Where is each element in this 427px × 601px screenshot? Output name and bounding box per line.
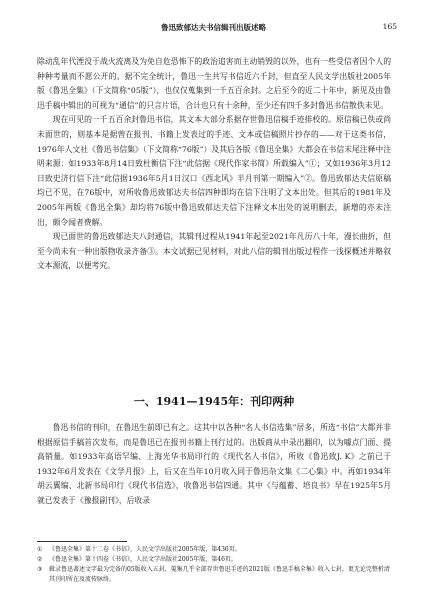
footnote — [37, 545, 391, 555]
section-body — [37, 421, 391, 509]
footnote-number: ① — [37, 546, 43, 553]
footnotes — [37, 545, 391, 585]
page-number: 165 — [382, 22, 397, 31]
section-heading: 一、1941—1945年：刊印两种 — [133, 395, 295, 408]
footnote-text: 《鲁迅全集》第十四卷《书信》，人民文学出版社2005年版，第46页。 — [49, 556, 237, 563]
body-text — [37, 55, 391, 274]
footnote-number: ③ — [37, 566, 43, 573]
page-header — [30, 22, 397, 36]
footnote-text: 辑录鲁迅著述文字最为完备的05版收入五封，蒐集几乎全部存世鲁迅手迹的2021版《鲁迅手稿全集》收入七封，更无论完整析清其刊印所在及流传脉络。 — [49, 566, 390, 583]
running-title: 鲁迅致郁达夫书信辑刊出版述略 — [161, 23, 266, 32]
footnote — [37, 555, 391, 565]
paragraph: 现在可见的一千五百余封鲁迅书信，其文本大部分系据存世鲁迅信稿手迹排校的。原信稿已佚或尚未面世的，则基本是据曾在报刊、书籍上发表过的手迹、文本或信稿照片抄存的——对于这类书信，1976年人文社《鲁迅书信集》（下文简称“76版”）及其后各版《鲁迅全集》大都会在书信末尾注释中注明来源：如1933年8月14日致杜衡信下注“此信据《现代作家书简》所载编入”①；又如1936年3月12日致史济行信下注“此信据1936年5月1日汉口《西北风》半月刊第一期编入”②。鲁迅致郁达夫信原稿均已不见，在76版中，对所收鲁迅致郁达夫书信四种即均在信下注明了文本出处。但其后的1981年及2005年两版《鲁迅全集》却均将76版中鲁迅致郁达夫信下注释文本出处的说明删去，新增的亦未注出，颇令闻者费解。 — [37, 115, 391, 227]
footnote-number: ② — [37, 556, 43, 563]
footnote-divider — [37, 541, 127, 542]
footnote — [37, 565, 391, 585]
paragraph: 除动乱年代湮没于战火流离及为免自危恐怖下的政治追害而主动销毁的以外，也有一些受信者因个人的种种考量而不愿公开的。据不完全统计，鲁迅一生共写书信近六千封，但直至人民文学出版社2005年版《鲁迅全集》（下文简称“05版”），也仅仅蒐集到一千五百余封。之后至今的近二十年中，新见及由鲁迅手稿中辑出的可视为“通信”的只言片语，合计也只有十余种，至少还有四千多封鲁迅书信散佚未见。 — [37, 57, 391, 110]
footnote-text: 《鲁迅全集》第十二卷《书信》，人民文学出版社2005年版，第436页。 — [49, 546, 241, 553]
paragraph: 鲁迅书信的刊印，在鲁迅生前即已有之。这其中以各种“名人书信选集”居多，所选“书信”大都并非根据原信手稿首次发布，而是鲁迅已在报刊书籍上刊行过的。出版商从中录出翻印，以为噱点门面、提高销量。如1933年高语罕编、上海光华书局印行的《现代名人书信》，所收《鲁迅致J. K》之前已于1932年6月发表在《文学月报》上，后又在当年10月收入同于鲁迅杂文集《二心集》中。再如1934年胡云翼编、北新书局印行《现代书信选》，收鲁迅书信四通。其中《与蕴蓄、培良书》早在1925年5月就已发表于《豫报副刊》，后收录 — [37, 423, 391, 505]
paragraph: 现已面世的鲁迅致郁达夫八封通信，其辑刊过程从1941年起至2021年凡历八十年，漫长曲折，但至今尚未有一种出版物收录齐备③。本文试据已见材料，对此八信的辑刊出版过程作一浅探概述并略叙文本源流，以便考究。 — [37, 232, 391, 271]
